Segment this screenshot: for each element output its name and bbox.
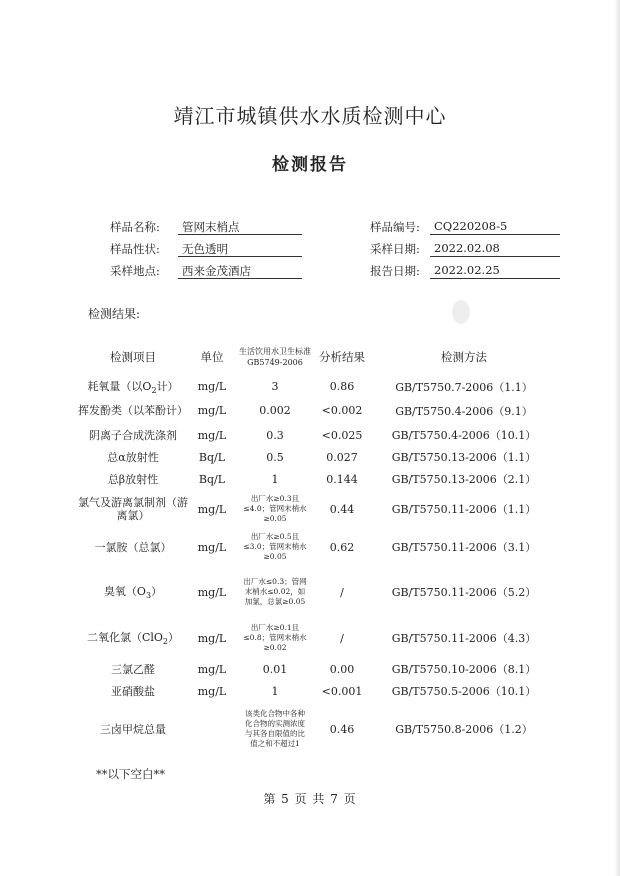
- row-result: 0.027: [326, 450, 358, 464]
- row-standard-text: 出厂水≥0.1且≤0.8；管网末梢水≥0.02: [243, 623, 307, 652]
- row-standard: 0.3: [266, 428, 284, 442]
- results-table: [78, 338, 558, 756]
- row-item: 挥发酚类（以苯酚计）: [78, 404, 188, 417]
- row-item: 耗氧量（以$O_2$计）: [87, 379, 179, 396]
- scan-blot: [452, 300, 470, 324]
- sampling-date-value: 2022.02.08: [430, 241, 560, 257]
- row-unit: mg/L: [197, 585, 227, 599]
- row-unit: mg/L: [197, 380, 227, 393]
- row-method: GB/T5750.8-2006（1.2）: [395, 723, 533, 736]
- header-standard: [236, 338, 314, 376]
- sampling-date-label: 采样日期:: [370, 242, 420, 256]
- row-result: <0.025: [321, 428, 363, 442]
- row-result: 0.86: [329, 380, 355, 393]
- sample-state-value: 无色透明: [178, 241, 302, 257]
- report-date-label: 报告日期:: [370, 264, 420, 278]
- row-method: GB/T5750.13-2006（1.1）: [391, 451, 537, 464]
- row-standard: [236, 490, 314, 528]
- row-method: GB/T5750.11-2006（3.1）: [391, 541, 537, 554]
- table-row: [78, 680, 558, 702]
- row-standard: 1: [271, 684, 279, 698]
- header-standard-text: 生活饮用水卫生标准GB5749-2006: [239, 347, 311, 367]
- row-standard: [236, 566, 314, 618]
- row-result: 0.46: [329, 722, 355, 736]
- row-unit: mg/L: [197, 662, 227, 676]
- sample-name-value: 管网末梢点: [178, 219, 302, 235]
- table-row: [78, 468, 558, 490]
- row-standard-text: 出厂水≥0.5且≤3.0；管网末梢水≥0.05: [243, 532, 307, 561]
- report-title: 检测报告: [272, 155, 348, 175]
- table-row: [78, 490, 558, 528]
- row-unit: mg/L: [197, 502, 227, 516]
- row-standard: [236, 702, 314, 756]
- row-standard: 0.5: [266, 450, 284, 464]
- table-row: [78, 528, 558, 566]
- row-method: GB/T5750.4-2006（10.1）: [391, 429, 537, 442]
- row-item: 总α放射性: [107, 451, 159, 464]
- row-standard-text: 出厂水≤0.3；管网末梢水≤0.02，如加氯，总氯≥0.05: [243, 577, 307, 606]
- row-method: GB/T5750.10-2006（8.1）: [391, 663, 537, 676]
- row-result: /: [340, 631, 344, 645]
- row-unit: Bq/L: [198, 450, 226, 464]
- row-result: 0.144: [326, 472, 358, 486]
- row-item: 臭氧$(O_3)$: [103, 585, 163, 601]
- row-unit: mg/L: [197, 428, 227, 442]
- row-unit: [188, 702, 236, 756]
- table-row: [78, 397, 558, 424]
- table-row: [78, 566, 558, 618]
- row-result: 0.00: [329, 662, 355, 676]
- row-method: GB/T5750.11-2006（1.1）: [391, 503, 537, 516]
- row-result: <0.002: [321, 404, 363, 417]
- header-item: 检测项目: [110, 350, 156, 364]
- row-standard-text: 该类化合物中各种化合物的实测浓度与其各自限值的比值之和不超过1: [245, 709, 305, 748]
- row-standard: 1: [271, 472, 279, 486]
- sample-name-label: 样品名称:: [110, 220, 160, 234]
- row-result: 0.62: [329, 540, 355, 554]
- row-item: 三卤甲烷总量: [100, 723, 166, 736]
- header-method: 检测方法: [441, 350, 487, 364]
- sampling-site-value: 西来金茂酒店: [178, 263, 302, 279]
- sampling-site-label: 采样地点:: [110, 264, 160, 278]
- table-row: [78, 702, 558, 756]
- row-result: <0.001: [321, 684, 363, 698]
- row-method: GB/T5750.11-2006（4.3）: [391, 632, 537, 645]
- row-unit: mg/L: [197, 540, 227, 554]
- organization-name: 靖江市城镇供水水质检测中心: [173, 104, 447, 128]
- row-item: 总β放射性: [107, 473, 159, 486]
- header-result: 分析结果: [319, 350, 365, 364]
- row-item: 氯气及游离氯制剂（游离氯）: [78, 496, 188, 522]
- table-row: [78, 376, 558, 397]
- table-header-row: [78, 338, 558, 376]
- row-method: GB/T5750.7-2006（1.1）: [395, 380, 533, 394]
- row-standard: [236, 618, 314, 658]
- row-unit: mg/L: [197, 631, 227, 645]
- row-unit: Bq/L: [198, 472, 226, 486]
- row-method: GB/T5750.11-2006（5.2）: [391, 586, 537, 599]
- row-result: /: [340, 585, 344, 599]
- row-unit: mg/L: [197, 404, 227, 417]
- sample-state-label: 样品性状:: [110, 242, 160, 256]
- header-unit: 单位: [200, 350, 224, 364]
- row-item: 二氧化氯（ClO$_2$）: [86, 631, 180, 647]
- blank-note: **以下空白**: [96, 767, 165, 781]
- table-row: [78, 446, 558, 468]
- table-row: [78, 658, 558, 680]
- row-method: GB/T5750.4-2006（9.1）: [395, 404, 533, 418]
- scan-edge: [614, 0, 620, 876]
- report-date-value: 2022.02.25: [430, 263, 560, 279]
- row-method: GB/T5750.13-2006（2.1）: [391, 473, 537, 486]
- row-item: 阴离子合成洗涤剂: [89, 429, 177, 442]
- row-result: 0.44: [329, 502, 355, 516]
- row-item: 三氯乙醛: [111, 663, 155, 676]
- row-item: 一氯胺（总氯）: [94, 541, 172, 554]
- page-footer: 第 5 页 共 7 页: [263, 792, 357, 806]
- row-standard: 3: [271, 380, 279, 393]
- row-standard: [236, 528, 314, 566]
- row-item: 亚硝酸盐: [111, 685, 155, 698]
- row-standard: 0.002: [259, 404, 291, 417]
- table-row: [78, 424, 558, 446]
- sample-no-value: CQ220208-5: [430, 219, 560, 235]
- results-label: 检测结果:: [88, 307, 141, 321]
- sample-no-label: 样品编号:: [370, 220, 420, 234]
- row-standard: 0.01: [262, 662, 288, 676]
- row-unit: mg/L: [197, 684, 227, 698]
- row-method: GB/T5750.5-2006（10.1）: [391, 685, 537, 698]
- row-standard-text: 出厂水≥0.3且≤4.0；管网末梢水≥0.05: [243, 494, 307, 523]
- table-row: [78, 618, 558, 658]
